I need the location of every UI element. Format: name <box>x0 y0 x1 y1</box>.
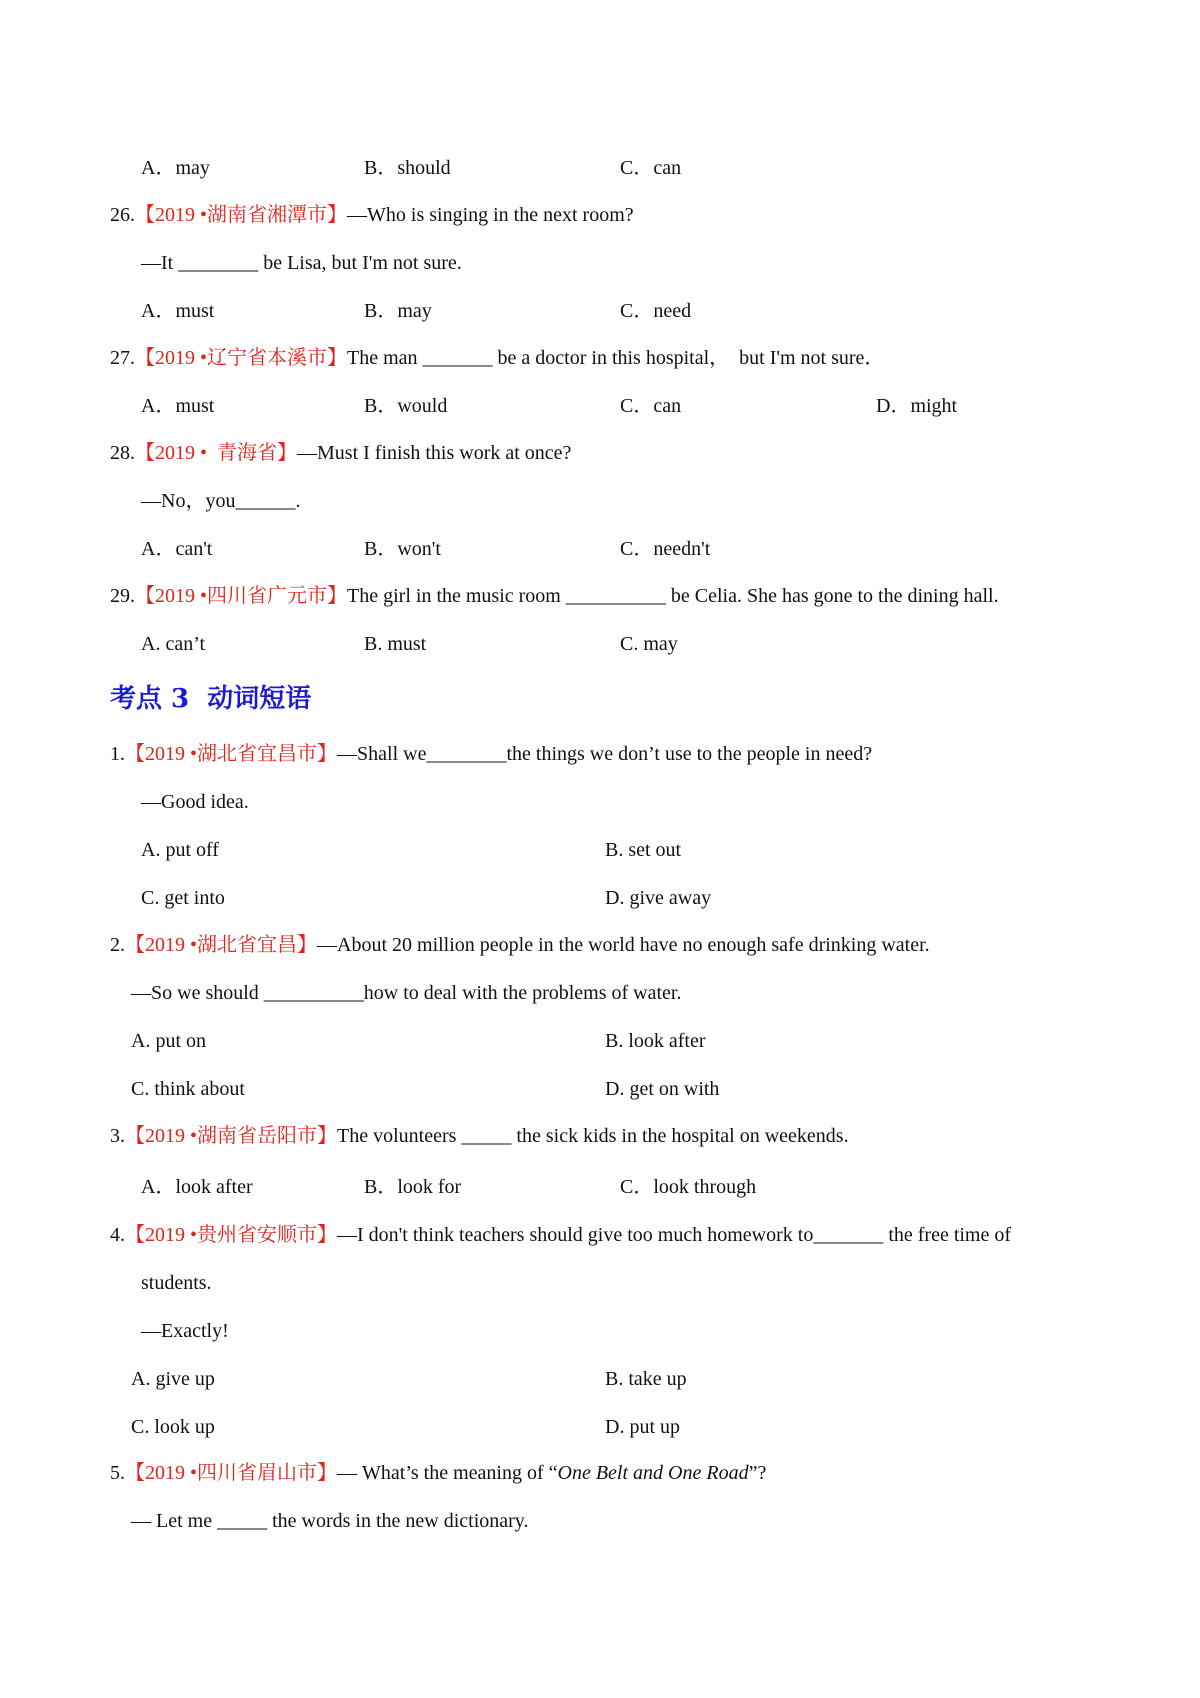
option-c: C. may <box>620 633 678 655</box>
question-stem: —Must I finish this work at once? <box>297 442 572 464</box>
option-b: B．look for <box>364 1176 462 1198</box>
question-28 <box>110 440 571 466</box>
phrase-question-2 <box>110 932 930 958</box>
question-stem-pre: — What’s the meaning of “ <box>337 1462 558 1484</box>
option-a: A．may <box>141 157 210 179</box>
phrase-question-4 <box>110 1222 1011 1248</box>
question-number: 26. <box>110 204 135 226</box>
option-a: A．must <box>141 395 215 417</box>
question-source: 【2019 • 青海省】 <box>135 442 298 464</box>
question-dialogue: —It ________ be Lisa, but I'm not sure. <box>141 252 462 274</box>
option-a: A．look after <box>141 1176 253 1198</box>
question-dialogue: —Good idea. <box>141 791 249 813</box>
question-source: 【2019 •湖北省宜昌市】 <box>125 743 338 765</box>
option-c: C. look up <box>131 1416 215 1438</box>
phrase-question-1 <box>110 741 872 767</box>
option-c: C. get into <box>141 887 225 909</box>
option-c: C．needn't <box>620 538 711 560</box>
question-source: 【2019 •湖南省岳阳市】 <box>125 1125 338 1147</box>
question-number: 5. <box>110 1462 125 1484</box>
option-b: B．may <box>364 300 432 322</box>
question-source: 【2019 •四川省广元市】 <box>135 585 348 607</box>
question-number: 29. <box>110 585 135 607</box>
option-a: A. put on <box>131 1030 206 1052</box>
question-stem: The girl in the music room __________ be Celia. She has gone to the dining hall. <box>347 585 999 607</box>
question-source: 【2019 •辽宁省本溪市】 <box>135 347 348 369</box>
question-source: 【2019 •湖北省宜昌】 <box>125 934 318 956</box>
question-stem: —Who is singing in the next room? <box>347 204 634 226</box>
section-title: 考点 3 动词短语 <box>110 684 312 714</box>
question-stem: The man _______ be a doctor in this hospital， but I'm not sure． <box>347 347 885 369</box>
option-b: B．won't <box>364 538 441 560</box>
question-number: 3. <box>110 1125 125 1147</box>
question-stem: —I don't think teachers should give too much homework to_______ the free time of <box>337 1224 1012 1246</box>
option-b: B. must <box>364 633 427 655</box>
question-stem: —Shall we________the things we don’t use to the people in need? <box>337 743 873 765</box>
question-number: 1. <box>110 743 125 765</box>
option-d: D. put up <box>605 1416 680 1438</box>
question-dialogue: — Let me _____ the words in the new dictionary. <box>131 1510 529 1532</box>
option-b: B．should <box>364 157 451 179</box>
question-stem: The volunteers _____ the sick kids in the hospital on weekends. <box>337 1125 849 1147</box>
phrase-question-5 <box>110 1460 766 1486</box>
question-source: 【2019 •贵州省安顺市】 <box>125 1224 338 1246</box>
question-dialogue: —Exactly! <box>141 1320 229 1342</box>
phrase-question-3 <box>110 1123 849 1149</box>
question-source: 【2019 •四川省眉山市】 <box>125 1462 338 1484</box>
option-b: B．would <box>364 395 448 417</box>
option-a: A. give up <box>131 1368 215 1390</box>
option-b: B. look after <box>605 1030 706 1052</box>
question-stem: —About 20 million people in the world have no enough safe drinking water. <box>317 934 930 956</box>
question-27 <box>110 345 884 371</box>
option-a: A．must <box>141 300 215 322</box>
question-number: 27. <box>110 347 135 369</box>
question-source: 【2019 •湖南省湘潭市】 <box>135 204 348 226</box>
question-stem-continued: students. <box>141 1272 212 1294</box>
option-c: C．need <box>620 300 692 322</box>
question-dialogue: —No，you______. <box>141 490 301 512</box>
option-a: A．can't <box>141 538 213 560</box>
question-stem-post: ”? <box>748 1462 767 1484</box>
question-26 <box>110 202 634 228</box>
option-d: D. get on with <box>605 1078 720 1100</box>
option-a: A. put off <box>141 839 219 861</box>
question-29 <box>110 583 999 609</box>
option-c: C．can <box>620 395 682 417</box>
option-c: C．can <box>620 157 682 179</box>
option-b: B. set out <box>605 839 682 861</box>
question-number: 28. <box>110 442 135 464</box>
question-dialogue: —So we should __________how to deal with the problems of water. <box>131 982 682 1004</box>
option-b: B. take up <box>605 1368 687 1390</box>
question-stem-italic: One Belt and One Road <box>557 1462 749 1484</box>
option-d: D．might <box>876 395 958 417</box>
option-a: A. can’t <box>141 633 206 655</box>
question-number: 2. <box>110 934 125 956</box>
option-c: C. think about <box>131 1078 245 1100</box>
option-c: C．look through <box>620 1176 757 1198</box>
option-d: D. give away <box>605 887 712 909</box>
question-number: 4. <box>110 1224 125 1246</box>
